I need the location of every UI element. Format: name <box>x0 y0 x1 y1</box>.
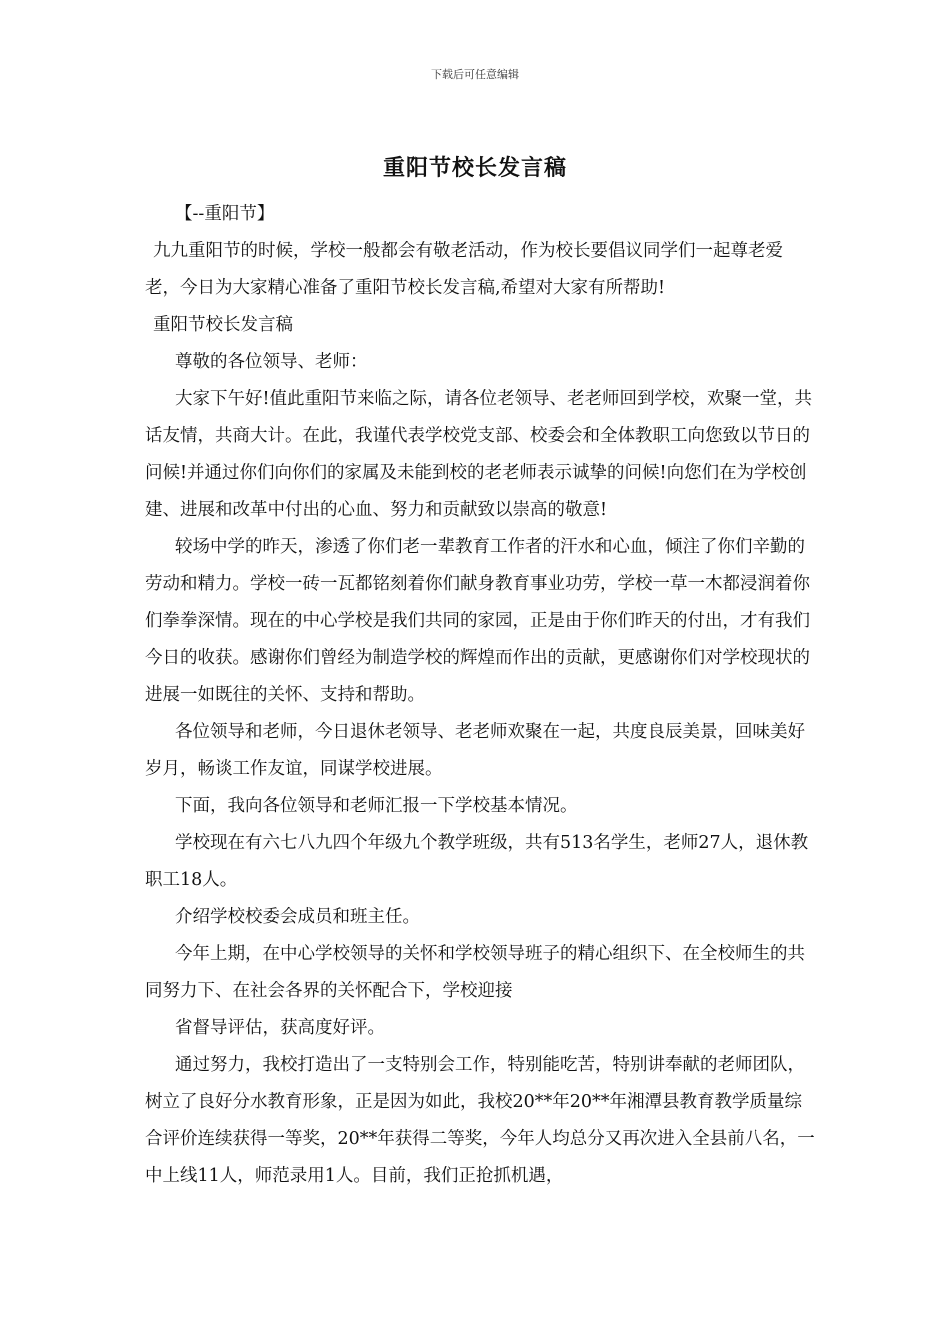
paragraph: 学校现在有六七八九四个年级九个教学班级，共有513名学生，老师27人，退休教职工18人。 <box>145 833 809 890</box>
header-note: 下载后可任意编辑 <box>431 68 519 81</box>
tag-line: 【--重阳节】 <box>175 204 275 224</box>
paragraph: 下面，我向各位领导和老师汇报一下学校基本情况。 <box>175 796 578 816</box>
paragraph: 省督导评估，获高度好评。 <box>175 1018 385 1038</box>
paragraph: 今年上期，在中心学校领导的关怀和学校领导班子的精心组织下、在全校师生的共同努力下、在社会各界的关怀配合下，学校迎接 <box>145 944 805 1001</box>
document-body <box>145 196 815 1195</box>
paragraph: 各位领导和老师，今日退休老领导、老老师欢聚在一起，共度良辰美景，回味美好岁月，畅谈工作友谊，同谋学校进展。 <box>145 722 805 779</box>
paragraph: 通过努力，我校打造出了一支特别会工作，特别能吃苦，特别讲奉献的老师团队，树立了良好分水教育形象，正是因为如此，我校20**年20**年湘潭县教育教学质量综合评价连续获得一等奖，20**年获得二等奖，今年人均总分又再次进入全县前八名，一中上线11人，师范录用1人。目前，我们正抢抓机遇， <box>145 1055 815 1186</box>
speech-subtitle: 重阳节校长发言稿 <box>153 315 293 335</box>
salutation: 尊敬的各位领导、老师： <box>175 352 368 372</box>
paragraph: 介绍学校校委会成员和班主任。 <box>175 907 420 927</box>
document-title: 重阳节校长发言稿 <box>382 155 567 181</box>
intro-paragraph: 九九重阳节的时候，学校一般都会有敬老活动，作为校长要倡议同学们一起尊老爱老，今日为大家精心准备了重阳节校长发言稿,希望对大家有所帮助! <box>145 241 783 298</box>
paragraph: 大家下午好!值此重阳节来临之际，请各位老领导、老老师回到学校，欢聚一堂，共话友情，共商大计。在此，我谨代表学校党支部、校委会和全体教职工向您致以节日的问候!并通过你们向你们的家属及未能到校的老老师表示诚挚的问候!向您们在为学校创建、进展和改革中付出的心血、努力和贡献致以崇高的敬意! <box>145 389 813 520</box>
paragraph: 较场中学的昨天，渗透了你们老一辈教育工作者的汗水和心血，倾注了你们辛勤的劳动和精力。学校一砖一瓦都铭刻着你们献身教育事业功劳，学校一草一木都浸润着你们拳拳深情。现在的中心学校是我们共同的家园，正是由于你们昨天的付出，才有我们今日的收获。感谢你们曾经为制造学校的辉煌而作出的贡献，更感谢你们对学校现状的进展一如既往的关怀、支持和帮助。 <box>145 537 810 705</box>
